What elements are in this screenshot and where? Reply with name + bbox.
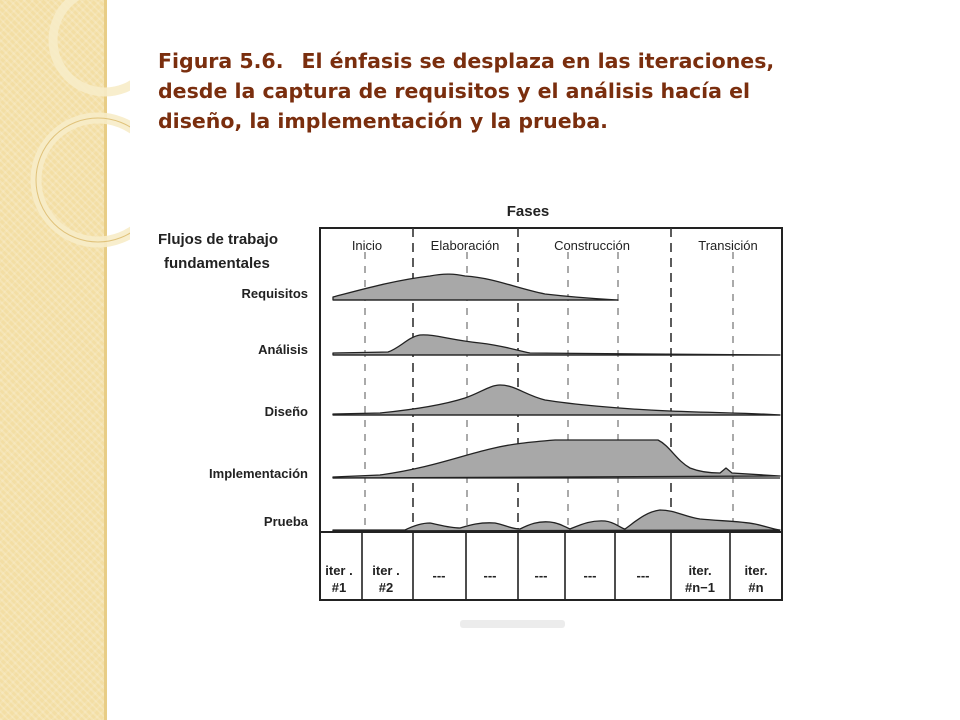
workflow-baselines <box>333 300 780 531</box>
row-header-line-2: fundamentales <box>164 255 270 272</box>
caption-line-1: El énfasis se desplaza en las iteraciones, <box>301 49 775 73</box>
analisis-effort-curve <box>333 335 780 355</box>
iteration-1-line-2: #1 <box>331 580 347 595</box>
prueba-effort-curve <box>333 510 780 531</box>
workflow-label-analisis: Análisis <box>258 342 308 357</box>
iteration-5-placeholder: --- <box>534 568 548 583</box>
phases-header: Fases <box>506 203 550 220</box>
iteration-1-line-1: iter . <box>325 563 353 578</box>
phase-label-inicio: Inicio <box>351 238 383 253</box>
iteration-3-placeholder: --- <box>432 568 446 583</box>
figure-caption <box>158 46 898 136</box>
iteration-7-placeholder: --- <box>636 568 650 583</box>
requisitos-effort-curve <box>333 274 618 300</box>
row-header-line-1: Flujos de trabajo <box>158 231 279 248</box>
iteration-cell-borders <box>362 532 730 600</box>
iteration-n-minus-1-line-1: iter. <box>688 563 712 578</box>
decorative-circles <box>0 0 130 260</box>
workflow-label-requisitos: Requisitos <box>241 286 308 301</box>
iteration-n-line-2: #n <box>748 580 764 595</box>
phase-label-construccion: Construcción <box>554 238 630 253</box>
phase-label-elaboracion: Elaboración <box>430 238 500 253</box>
caption-line-2: desde la captura de requisitos y el análisis hacía el <box>158 79 751 103</box>
diagram-canvas <box>150 190 790 635</box>
scan-artifact <box>460 620 565 628</box>
iteration-2-line-2: #2 <box>378 580 394 595</box>
phase-label-transicion: Transición <box>698 238 758 253</box>
iteration-n-minus-1-line-2: #n−1 <box>685 580 715 595</box>
phase-separators <box>413 228 671 532</box>
iteration-2-line-1: iter . <box>372 563 400 578</box>
implementacion-effort-curve <box>333 440 780 478</box>
workflow-label-implementacion: Implementación <box>209 466 308 481</box>
caption-line-3: diseño, la implementación y la prueba. <box>158 109 608 133</box>
workflow-label-diseno: Diseño <box>264 404 308 419</box>
iteration-4-placeholder: --- <box>483 568 497 583</box>
workflow-phases-diagram <box>150 190 790 635</box>
iteration-n-line-1: iter. <box>744 563 768 578</box>
iteration-6-placeholder: --- <box>583 568 597 583</box>
figure-number: Figura 5.6. <box>158 49 284 73</box>
workflow-label-prueba: Prueba <box>263 514 308 529</box>
diseno-effort-curve <box>333 385 780 415</box>
